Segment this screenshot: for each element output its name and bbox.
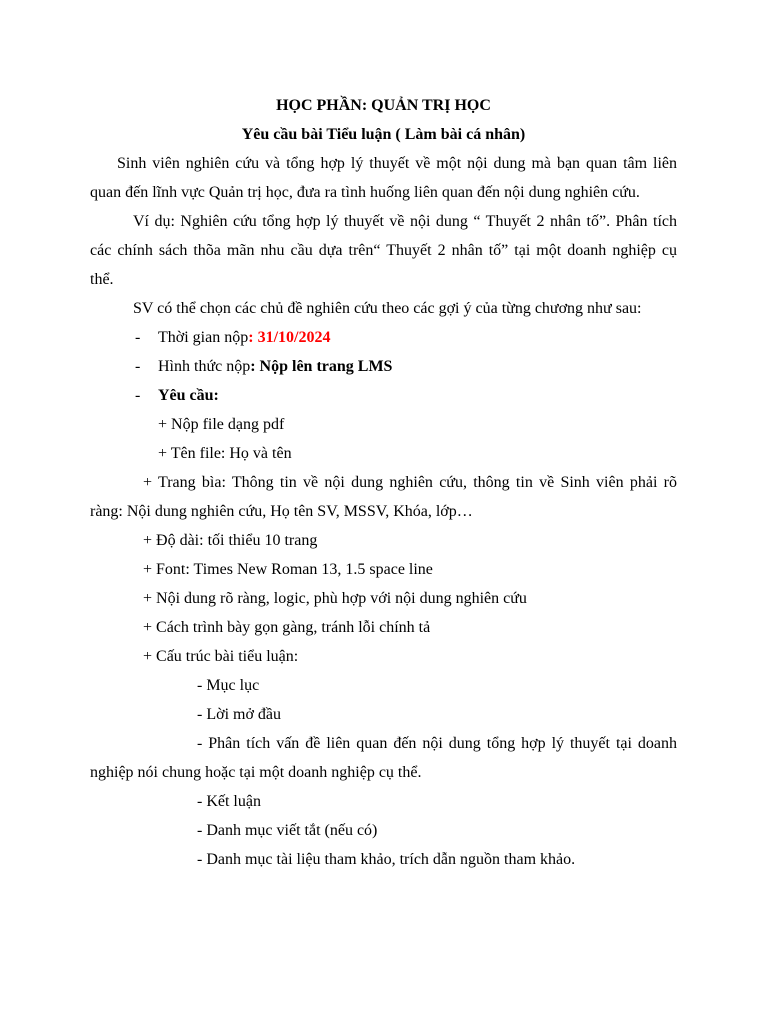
requirements-item [90,381,677,410]
topics-note: SV có thể chọn các chủ đề nghiên cứu theo các gợi ý của từng chương như sau: [133,300,642,317]
deadline-item [90,323,677,352]
intro-line-1: Sinh viên nghiên cứu và tổng hợp lý thuyết về một nội dung mà bạn quan tâm liên [117,155,677,172]
example-line-1: Ví dụ: Nghiên cứu tổng hợp lý thuyết về nội dung “ Thuyết 2 nhân tố”. Phân tích [133,213,677,230]
submission-value: : Nộp lên trang LMS [250,358,393,375]
requirement-presentation: + Cách trình bày gọn gàng, tránh lỗi chính tả [143,619,431,636]
requirement-font: + Font: Times New Roman 13, 1.5 space line [143,561,433,578]
structure-preface: - Lời mở đầu [197,706,282,723]
deadline-value: : 31/10/2024 [248,329,331,346]
requirement-length: + Độ dài: tối thiểu 10 trang [143,532,318,549]
document-body [90,91,677,874]
intro-line-2: quan đến lĩnh vực Quản trị học, đưa ra tình huống liên quan đến nội dung nghiên cứu. [90,184,640,201]
bullet-dash: - [135,358,141,375]
structure-abbreviations: - Danh mục viết tắt (nếu có) [197,822,378,839]
submission-item [90,352,677,381]
requirement-file-name: + Tên file: Họ và tên [158,445,292,462]
structure-references: - Danh mục tài liệu tham khảo, trích dẫn nguồn tham khảo. [197,851,576,868]
requirements-label: Yêu cầu: [158,387,219,404]
course-title: HỌC PHẦN: QUẢN TRỊ HỌC [276,97,491,114]
requirement-content: + Nội dung rõ ràng, logic, phù hợp với nội dung nghiên cứu [143,590,527,607]
requirement-cover-line-2: ràng: Nội dung nghiên cứu, Họ tên SV, MSSV, Khóa, lớp… [90,503,473,520]
deadline-label: Thời gian nộp [158,329,249,346]
requirement-cover-line-1: + Trang bìa: Thông tin về nội dung nghiên cứu, thông tin về Sinh viên phải rõ [143,474,677,491]
structure-analysis-line-2: nghiệp nói chung hoặc tại một doanh nghiệp cụ thể. [90,764,422,781]
requirement-file-format: + Nộp file dạng pdf [158,416,285,433]
bullet-dash: - [135,387,141,404]
requirement-structure-label: + Cấu trúc bài tiểu luận: [143,648,299,665]
example-line-3: thể. [90,271,114,288]
bullet-dash: - [135,329,141,346]
structure-toc: - Mục lục [197,677,260,694]
submission-label: Hình thức nộp [158,358,251,375]
structure-conclusion: - Kết luận [197,793,261,810]
assignment-subtitle: Yêu cầu bài Tiểu luận ( Làm bài cá nhân) [241,126,526,143]
example-line-2: các chính sách thõa mãn nhu cầu dựa trên“ Thuyết 2 nhân tố” tại một doanh nghiệp cụ [90,242,677,259]
structure-analysis-line-1: - Phân tích vấn đề liên quan đến nội dung tổng hợp lý thuyết tại doanh [197,735,677,752]
